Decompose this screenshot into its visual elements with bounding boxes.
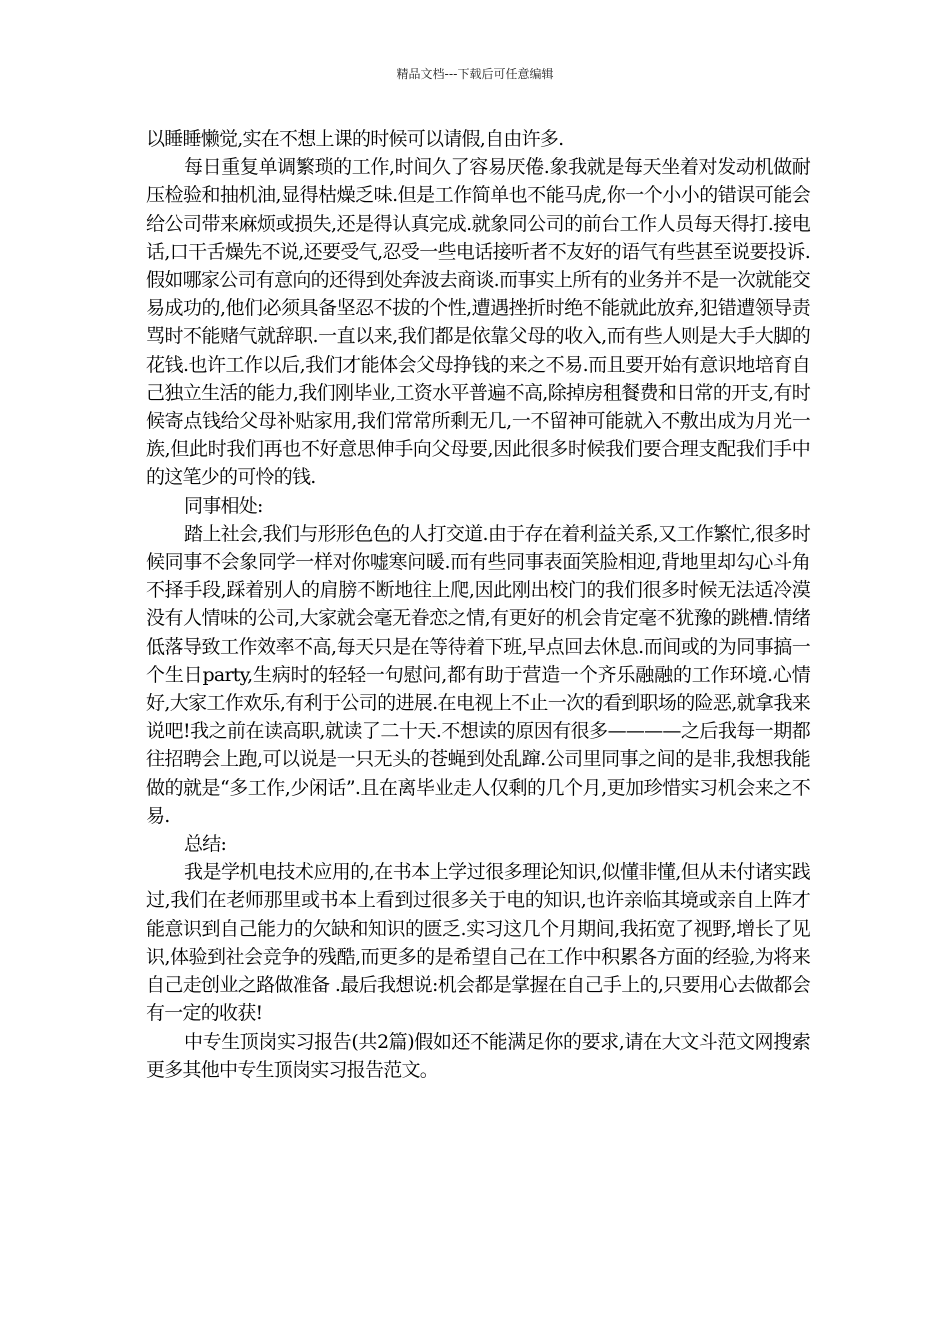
paragraph-work-routine: 每日重复单调繁琐的工作,时间久了容易厌倦.象我就是每天坐着对发动机做耐压检验和抽机油,显得枯燥乏味.但是工作简单也不能马虎,你一个小小的错误可能会给公司带来麻烦或损失,还是得认真完成.就象同公司的前台工作人员每天得打.接电话,口干舌燥先不说,还要受气,忍受一些电话接听者不友好的语气有些甚至说要投诉.假如哪家公司有意向的还得到处奔波去商谈.而事实上所有的业务并不是一次就能交易成功的,他们必须具备坚忍不拔的个性,遭遇挫折时绝不能就此放弃,犯错遭领导责骂时不能赌气就辞职.一直以来,我们都是依靠父母的收入,而有些人则是大手大脚的花钱.也许工作以后,我们才能体会父母挣钱的来之不易.而且要开始有意识地培育自己独立生活的能力,我们刚毕业,工资水平普遍不高,除掉房租餐费和日常的开支,有时候寄点钱给父母补贴家用,我们常常所剩无几,一不留神可能就入不敷出成为月光一族,但此时我们再也不好意思伸手向父母要,因此很多时候我们要合理支配我们手中的这笔少的可怜的钱. [146,156,810,489]
section-heading-colleagues: 同事相处: [184,494,263,517]
document-body [146,125,810,1084]
paragraph-closing-note: 中专生顶岗实习报告(共2篇)假如还不能满足你的要求,请在大文斗范文网搜索更多其他中专生顶岗实习报告范文。 [146,1030,810,1081]
section-heading-summary: 总结: [184,833,227,856]
page-header: 精品文档---下载后可任意编辑 [396,67,554,81]
paragraph-continuation: 以睡睡懒觉,实在不想上课的时候可以请假,自由许多. [146,128,564,150]
paragraph-summary: 我是学机电技术应用的,在书本上学过很多理论知识,似懂非懂,但从未付诸实践过,我们在老师那里或书本上看到过很多关于电的知识,也许亲临其境或亲自上阵才能意识到自己能力的欠缺和知识的匮乏.实习这几个月期间,我拓宽了视野,增长了见识,体验到社会竞争的残酷,而更多的是希望自己在工作中积累各方面的经验,为将来自己走创业之路做准备 .最后我想说:机会都是掌握在自己手上的,只要用心去做都会有一定的收获! [146,861,810,1025]
paragraph-colleagues: 踏上社会,我们与形形色色的人打交道.由于存在着利益关系,又工作繁忙,很多时候同事不会象同学一样对你嘘寒问暖.而有些同事表面笑脸相迎,背地里却勾心斗角不择手段,踩着别人的肩膀不断地往上爬,因此刚出校门的我们很多时候无法适冷漠没有人情味的公司,大家就会毫无眷恋之情,有更好的机会肯定毫不犹豫的跳槽.情绪低落导致工作效率不高,每天只是在等待着下班,早点回去休息.而间或的为同事搞一个生日party,生病时的轻轻一句慰问,都有助于营造一个齐乐融融的工作环境.心情好,大家工作欢乐,有利于公司的进展.在电视上不止一次的看到职场的险恶,就拿我来说吧!我之前在读高职,就读了二十天.不想读的原因有很多————之后我每一期都往招聘会上跑,可以说是一只无头的苍蝇到处乱蹿.公司里同事之间的是非,我想我能做的就是“多工作,少闲话”.且在离毕业走人仅剩的几个月,更加珍惜实习机会来之不易. [146,522,810,827]
